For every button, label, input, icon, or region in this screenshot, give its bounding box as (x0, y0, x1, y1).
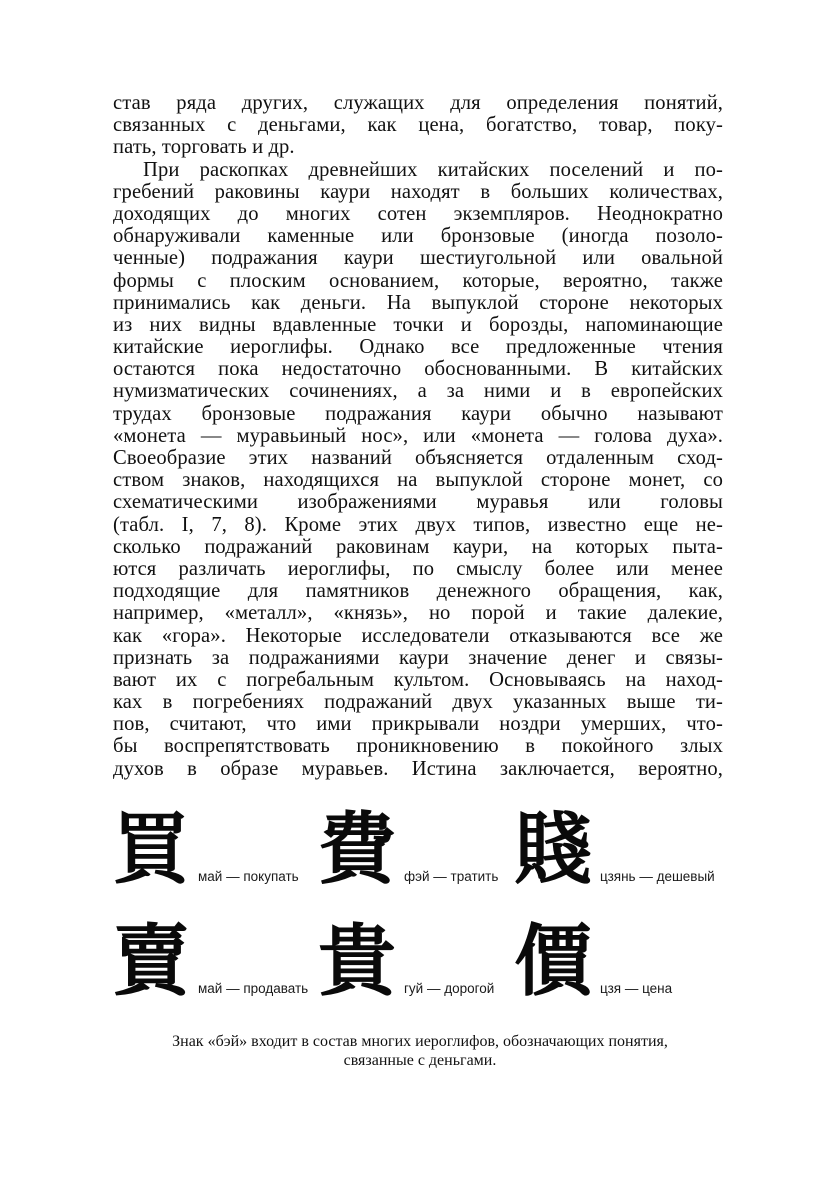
glyph-entry (512, 917, 673, 1007)
text-line: пов, считают, что ими прикрывали ноздри умерших, что- (113, 713, 723, 736)
glyph-gui-expensive: 貴 (317, 917, 396, 1007)
text-line: признать за подражаниями каури значение денег и связы- (113, 646, 723, 669)
text-line: связанных с деньгами, как цена, богатство, товар, поку- (113, 114, 723, 137)
text-line: например, «металл», «князь», но порой и такие далекие, (113, 602, 723, 625)
caption-line: Знак «бэй» входит в состав многих иероглифов, обозначающих понятия, (172, 1033, 668, 1050)
figure-caption (100, 1032, 740, 1070)
glyph-gloss: цзя — цена (600, 981, 673, 996)
glyph-entry (316, 917, 495, 1007)
body-text (113, 92, 723, 780)
text-line: обнаруживали каменные или бронзовые (иногда позоло- (113, 225, 723, 248)
glyph-fei-spend: 費 (317, 805, 396, 895)
text-line: подходящие для памятников денежного обращения, как, (113, 580, 723, 603)
text-line: пать, торговать и др. (113, 136, 295, 159)
text-line: став ряда других, служащих для определения понятий, (113, 92, 723, 114)
text-line: доходящих до многих сотен экземпляров. Неоднократно (113, 202, 723, 225)
glyph-jian-cheap: 賤 (513, 805, 592, 895)
text-line: схематическими изображениями муравья или головы (113, 491, 723, 514)
text-line: Своеобразие этих названий объясняется отдаленным сход- (113, 447, 723, 469)
text-line: духов в образе муравьев. Истина заключается, вероятно, (113, 757, 723, 780)
glyph-entry (110, 917, 309, 1007)
text-line: ченные) подражания каури шестиугольной или овальной (113, 247, 723, 270)
text-line: вают их с погребальным культом. Основываясь на наход- (113, 668, 723, 691)
text-line: трудах бронзовые подражания каури обычно называют (113, 402, 723, 425)
hieroglyph-figure (110, 805, 740, 1018)
paragraph-first-line: При раскопках древнейших китайских поселений и по- (143, 158, 723, 181)
text-line: принимались как деньги. На выпуклой стороне некоторых (113, 291, 723, 314)
glyph-gloss: цзянь — дешевый (600, 869, 715, 884)
glyph-entry (110, 805, 299, 895)
glyph-jia-price: 價 (513, 917, 592, 1007)
text-line: ством знаков, находящихся на выпуклой стороне монет, со (113, 469, 723, 492)
text-line: китайские иероглифы. Однако все предложенные чтения (113, 336, 723, 359)
glyph-mai-sell: 賣 (111, 917, 190, 1007)
caption-line: связанные с деньгами. (343, 1052, 497, 1069)
text-line: бы воспрепятствовать проникновению в покойного злых (113, 735, 723, 758)
glyph-gloss: фэй — тратить (404, 869, 499, 884)
glyph-entry (512, 805, 715, 895)
text-line: формы с плоским основанием, которые, вероятно, также (113, 269, 723, 292)
text-line: остаются пока недостаточно обоснованными. В китайских (113, 358, 723, 381)
text-line: «монета — муравьиный нос», или «монета — голова духа». (113, 424, 723, 447)
text-line: нумизматических сочинениях, а за ними и в европейских (113, 380, 723, 403)
glyph-gloss: май — покупать (198, 869, 299, 884)
text-line: ках в погребениях подражаний двух указанных выше ти- (113, 691, 723, 714)
text-line: как «гора». Некоторые исследователи отказываются все же (113, 624, 723, 647)
text-line: гребений раковины каури находят в больших количествах, (113, 180, 723, 203)
glyph-entry (316, 805, 499, 895)
text-line: сколько подражаний раковинам каури, на которых пыта- (113, 535, 723, 558)
glyph-gloss: май — продавать (198, 981, 309, 996)
glyph-mai-buy: 買 (111, 805, 190, 895)
text-line: (табл. I, 7, 8). Кроме этих двух типов, известно еще не- (113, 513, 723, 536)
glyph-gloss: гуй — дорогой (404, 981, 495, 996)
text-line: из них видны вдавленные точки и борозды, напоминающие (113, 313, 723, 336)
text-line: ются различать иероглифы, по смыслу более или менее (113, 557, 723, 580)
